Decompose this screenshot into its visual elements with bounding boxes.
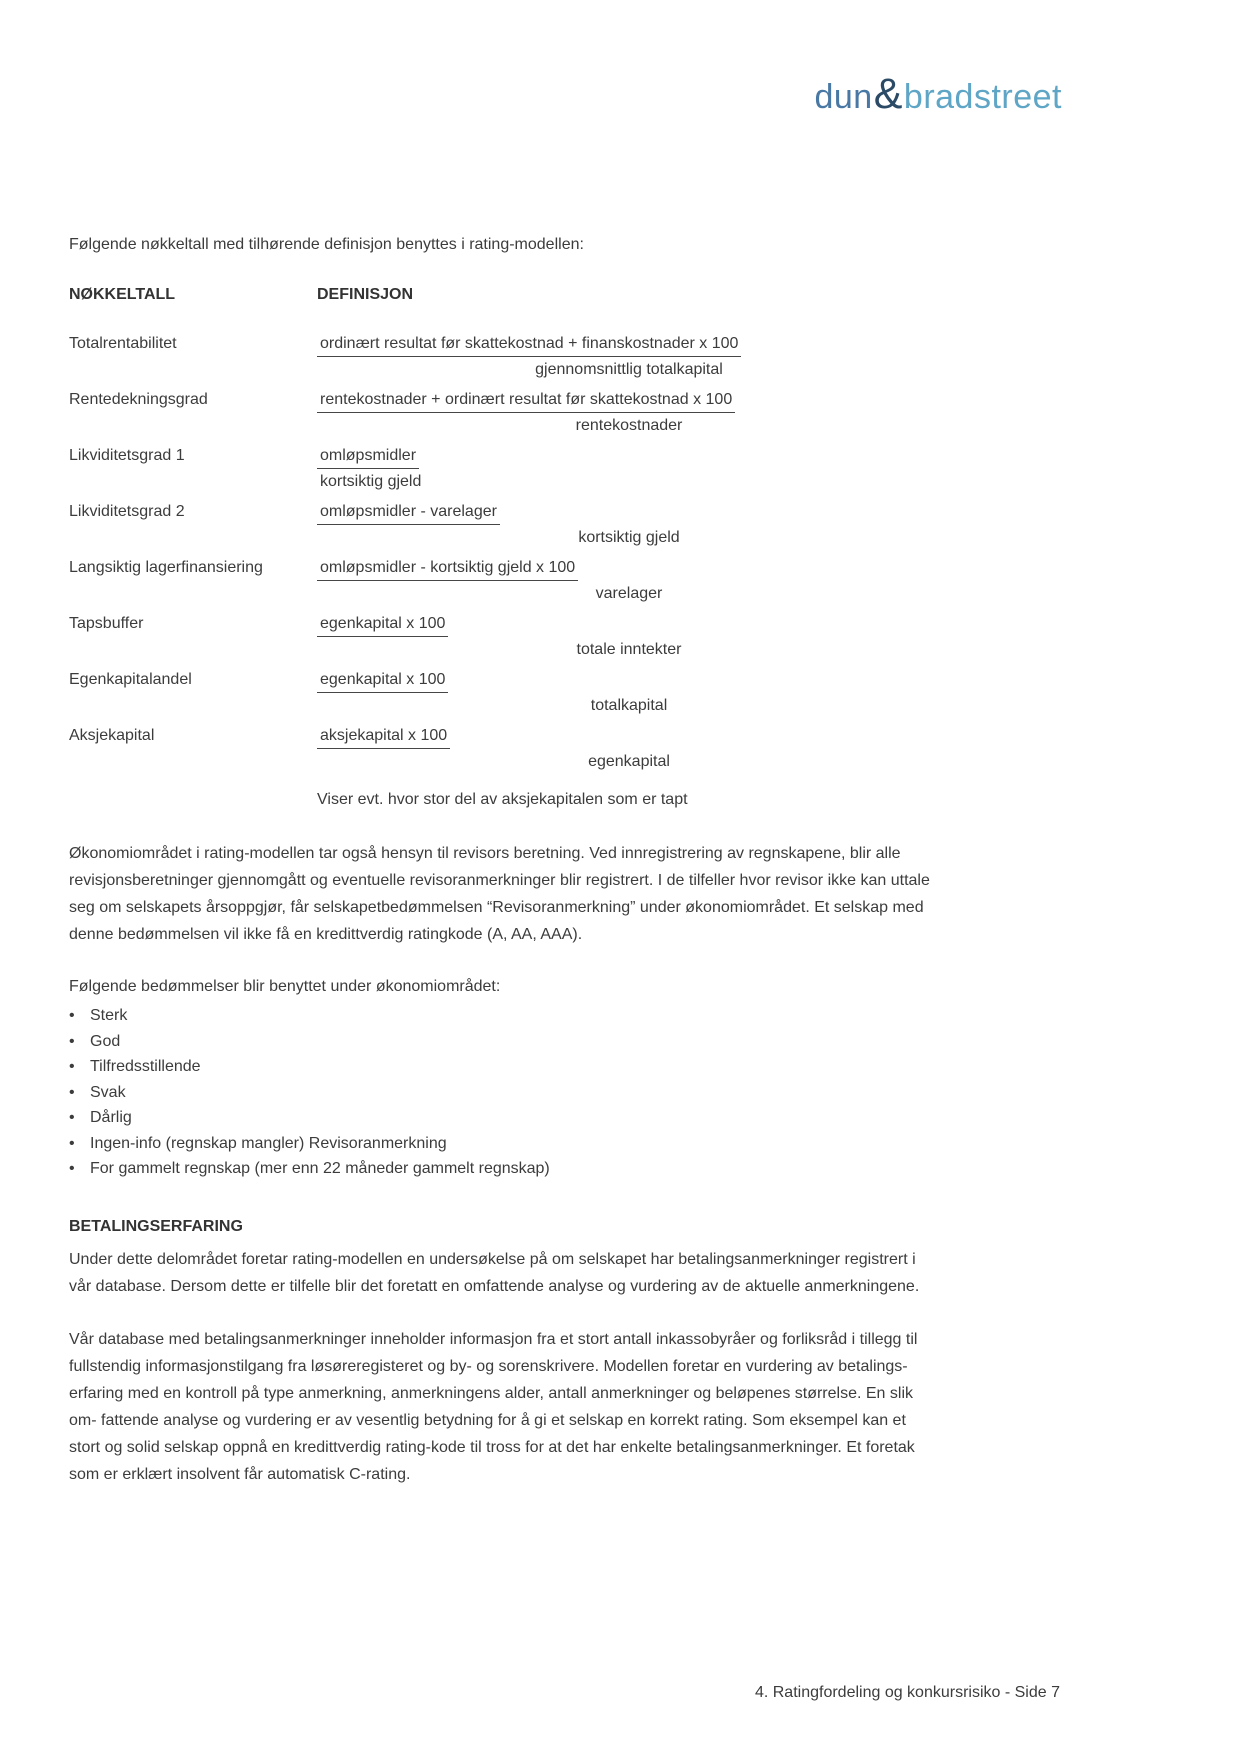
list-item bbox=[69, 1105, 941, 1131]
formula-numerator: egenkapital x 100 bbox=[317, 669, 448, 693]
list-item bbox=[69, 1156, 941, 1182]
bullet-icon: • bbox=[69, 1134, 75, 1152]
table-note: Viser evt. hvor stor del av aksjekapitalen som er tapt bbox=[317, 791, 688, 808]
ratio-formula bbox=[317, 501, 941, 548]
ratio-label: Likviditetsgrad 2 bbox=[69, 503, 185, 520]
list-item bbox=[69, 1029, 941, 1055]
list-item bbox=[69, 1080, 941, 1106]
formula-denominator: totalkapital bbox=[590, 697, 668, 714]
formula-denominator: kortsiktig gjeld bbox=[578, 529, 680, 546]
bullet-icon: • bbox=[69, 1032, 75, 1050]
formula-denominator: egenkapital bbox=[588, 753, 670, 770]
table-row bbox=[69, 501, 941, 548]
page-content bbox=[69, 0, 941, 1488]
logo-ampersand-icon: & bbox=[873, 70, 903, 118]
table-row bbox=[69, 389, 941, 436]
list-item-text: Dårlig bbox=[90, 1109, 132, 1126]
formula-denominator: varelager bbox=[595, 585, 663, 602]
ratio-formula bbox=[317, 557, 941, 604]
formula-numerator: omløpsmidler - varelager bbox=[317, 501, 500, 525]
ratio-formula bbox=[317, 669, 941, 716]
bullet-icon: • bbox=[69, 1007, 75, 1024]
header-definisjon: DEFINISJON bbox=[317, 286, 414, 303]
page-footer: 4. Ratingfordeling og konkursrisiko - Side 7 bbox=[754, 1684, 1060, 1701]
ratio-label: Langsiktig lagerfinansiering bbox=[69, 559, 263, 576]
ratio-label: Rentedekningsgrad bbox=[69, 391, 208, 408]
assessments-intro: Følgende bedømmelser blir benyttet under økonomiområdet: bbox=[69, 978, 501, 995]
list-item bbox=[69, 1003, 941, 1029]
formula-numerator: omløpsmidler - kortsiktig gjeld x 100 bbox=[317, 557, 578, 581]
table-row bbox=[69, 333, 941, 380]
formula-numerator: omløpsmidler bbox=[317, 445, 419, 469]
ratio-label: Totalrentabilitet bbox=[69, 335, 177, 352]
bullet-icon: • bbox=[69, 1083, 75, 1101]
table-row bbox=[69, 613, 941, 660]
ratio-formula bbox=[317, 725, 941, 772]
heading-betalingserfaring: BETALINGSERFARING bbox=[69, 1217, 243, 1235]
ratio-label: Aksjekapital bbox=[69, 727, 155, 744]
formula-denominator: totale inntekter bbox=[576, 641, 682, 658]
intro-text: Følgende nøkkeltall med tilhørende definisjon benyttes i rating-modellen: bbox=[69, 236, 584, 253]
formula-numerator: rentekostnader + ordinært resultat før skattekostnad x 100 bbox=[317, 389, 735, 413]
table-row bbox=[69, 557, 941, 604]
list-item-text: Ingen-info (regnskap mangler) Revisoranmerkning bbox=[90, 1134, 447, 1152]
logo-text-bradstreet: bradstreet bbox=[903, 78, 1062, 116]
formula-numerator: ordinært resultat før skattekostnad + finanskostnader x 100 bbox=[317, 333, 741, 357]
ratio-formula bbox=[317, 389, 941, 436]
assessments-list bbox=[69, 1003, 941, 1182]
paragraph-betalingserfaring-1: Under dette delområdet foretar rating-modellen en undersøkelse på om selskapet har betalingsanmerkninger registrert i vår database. Dersom dette er tilfelle blir det foretatt en omfattende analyse og vurdering av de aktuelle anmerkningene. bbox=[69, 1250, 920, 1295]
list-item-text: Sterk bbox=[90, 1007, 128, 1024]
header-nokkeltall: NØKKELTALL bbox=[69, 286, 176, 303]
ratio-label: Tapsbuffer bbox=[69, 615, 144, 632]
formula-denominator: rentekostnader bbox=[575, 417, 683, 434]
formula-numerator: egenkapital x 100 bbox=[317, 613, 448, 637]
table-row bbox=[69, 725, 941, 772]
ratio-formula bbox=[317, 333, 941, 380]
bullet-icon: • bbox=[69, 1058, 75, 1075]
list-item-text: For gammelt regnskap (mer enn 22 måneder gammelt regnskap) bbox=[90, 1160, 550, 1177]
ratio-label: Egenkapitalandel bbox=[69, 671, 192, 688]
formula-denominator: gjennomsnittlig totalkapital bbox=[535, 361, 723, 378]
ratio-table-header bbox=[69, 284, 941, 306]
ratio-formula bbox=[317, 613, 941, 660]
formula-numerator: aksjekapital x 100 bbox=[317, 725, 450, 749]
table-row bbox=[69, 445, 941, 492]
ratio-formula bbox=[317, 445, 941, 492]
paragraph-betalingserfaring-2: Vår database med betalingsanmerkninger inneholder informasjon fra et stort antall inkassobyråer og forliksråd i tillegg til fullstendig informasjonstilgang fra løsøreregisteret og by- og sorenskrivere. Modellen foretar en vurdering av betalings- erfaring med en kontroll på type anmerkning, anmerkningens alder, antall anmerkninger og beløpenes størrelse. En slik om- fattende analyse og vurdering er av vesentlig betydning for å gi et selskap en korrekt rating. Som eksempel kan et stort og solid selskap oppnå en kredittverdig rating-kode til tross for at det har enkelte betalingsanmerkninger. Et foretak som er erklært insolvent får automatisk C-rating. bbox=[69, 1330, 918, 1483]
logo-text-dun: dun bbox=[814, 78, 873, 116]
ratio-table bbox=[69, 333, 941, 810]
list-item-text: Svak bbox=[90, 1083, 126, 1101]
formula-denominator: kortsiktig gjeld bbox=[320, 473, 422, 490]
paragraph-economy: Økonomiområdet i rating-modellen tar også hensyn til revisors beretning. Ved innregistrering av regnskapene, blir alle revisjonsberetninger gjennomgått og eventuelle revisoranmerkninger blir registrert. I de tilfeller hvor revisor ikke kan uttale seg om selskapets årsoppgjør, får selskapetbedømmelsen “Revisoranmerkning” under økonomiområdet. Et selskap med denne bedømmelsen vil ikke få en kredittverdig ratingkode (A, AA, AAA). bbox=[69, 845, 930, 943]
list-item-text: God bbox=[90, 1032, 121, 1050]
list-item bbox=[69, 1054, 941, 1080]
bullet-icon: • bbox=[69, 1109, 75, 1126]
bullet-icon: • bbox=[69, 1160, 75, 1177]
ratio-label: Likviditetsgrad 1 bbox=[69, 447, 185, 464]
list-item-text: Tilfredsstillende bbox=[90, 1058, 201, 1075]
list-item bbox=[69, 1131, 941, 1157]
table-row bbox=[69, 669, 941, 716]
